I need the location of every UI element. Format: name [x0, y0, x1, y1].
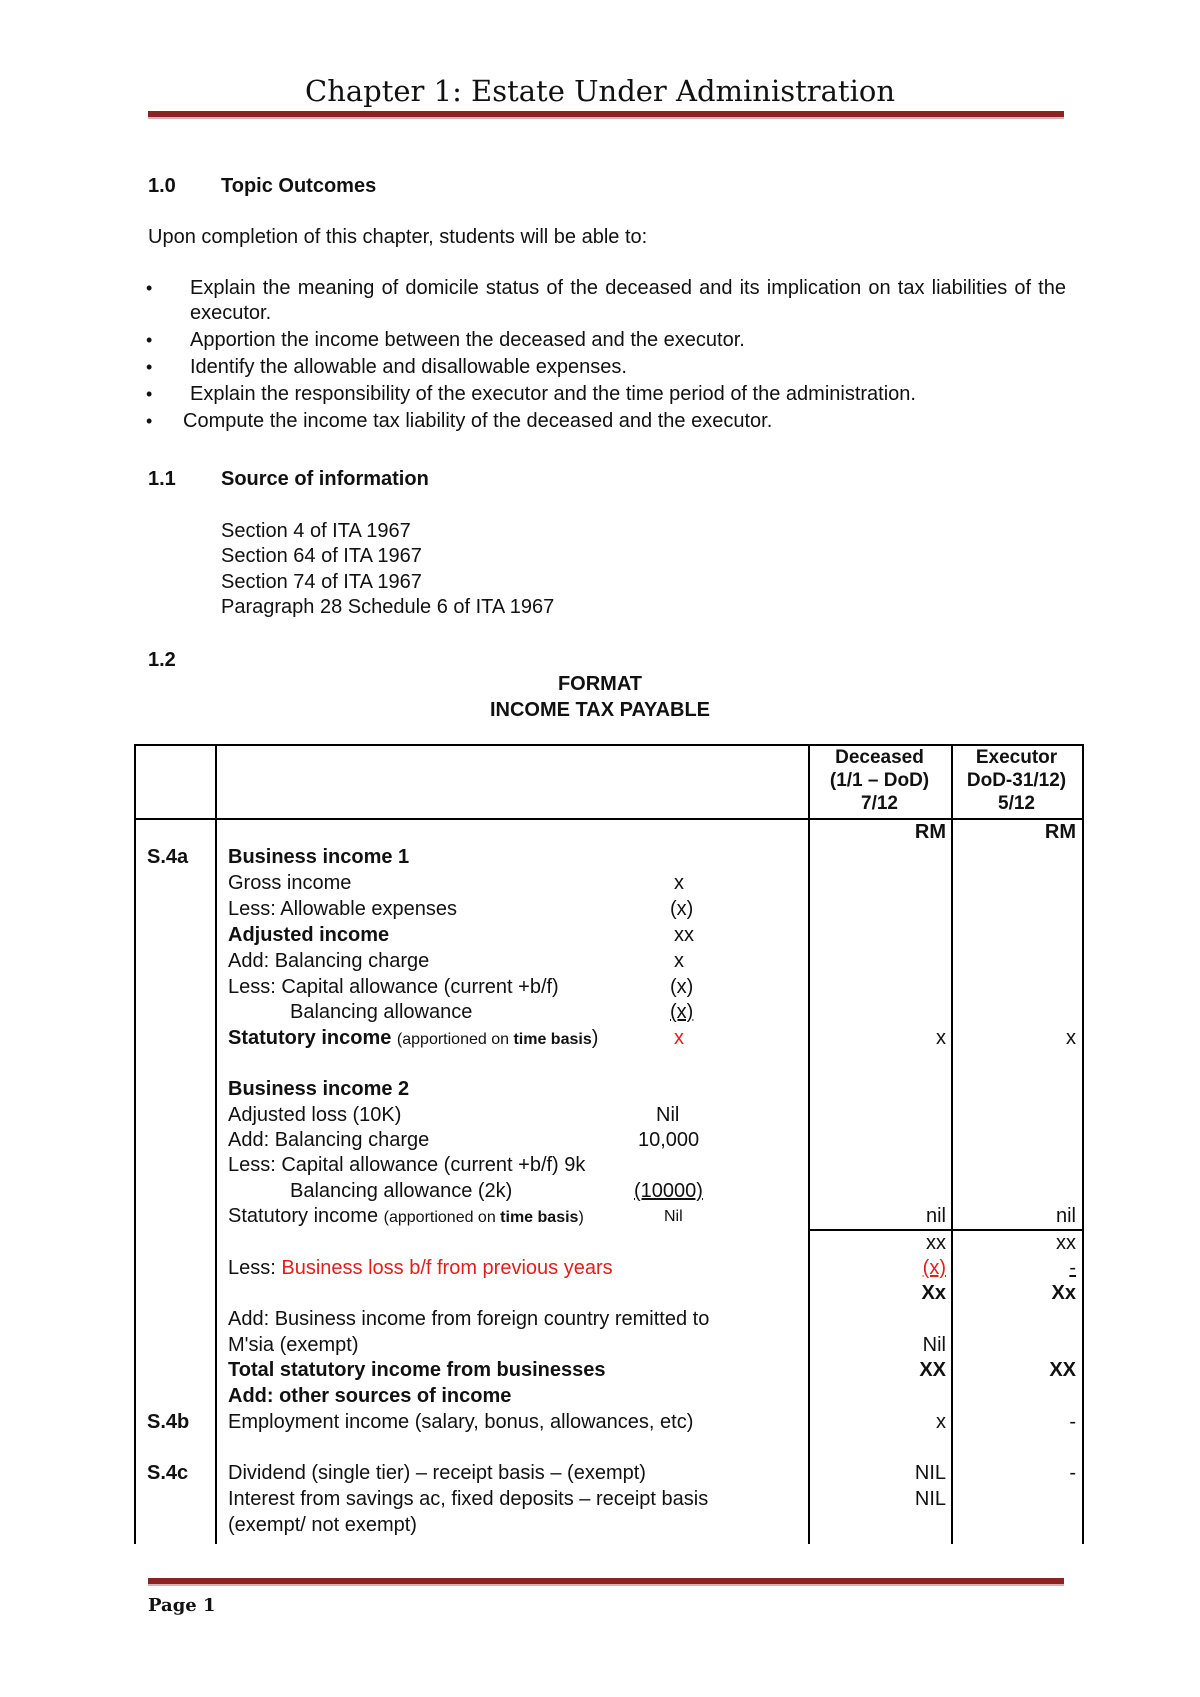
deceased-value: Nil: [922, 1334, 946, 1356]
table-border: [951, 744, 953, 1544]
row-label: M'sia (exempt): [228, 1334, 359, 1356]
loss-row: Less: Business loss b/f from previous years: [228, 1257, 613, 1279]
section-title: Topic Outcomes: [221, 175, 377, 197]
row-label: Employment income (salary, bonus, allowances, etc): [228, 1411, 694, 1433]
row-value: x: [674, 950, 684, 972]
row-value: x: [674, 872, 684, 894]
row-label: Adjusted loss (10K): [228, 1104, 402, 1126]
executor-value: Xx: [1051, 1282, 1076, 1304]
row-value: (10000): [634, 1180, 703, 1202]
section-ref: S.4b: [147, 1411, 190, 1433]
bullet-icon: •: [146, 357, 153, 377]
deceased-value: x: [936, 1027, 946, 1049]
section-number: 1.1: [148, 468, 176, 490]
deceased-value: (x): [922, 1257, 946, 1279]
deceased-value: x: [936, 1411, 946, 1433]
row-value: Nil: [656, 1104, 680, 1126]
row-label: Gross income: [228, 872, 352, 894]
format-title: FORMAT: [557, 673, 643, 695]
outcome-item: Identify the allowable and disallowable expenses.: [190, 356, 627, 378]
outcome-item: Compute the income tax liability of the deceased and the executor.: [183, 410, 773, 432]
section-title: Source of information: [221, 468, 429, 490]
row-label: Interest from savings ac, fixed deposits – receipt basis: [228, 1488, 709, 1510]
row-label: Dividend (single tier) – receipt basis – (exempt): [228, 1462, 646, 1484]
section-number: 1.0: [148, 175, 176, 197]
rm-label: RM: [914, 821, 946, 843]
deceased-value: NIL: [914, 1488, 946, 1510]
row-value: Nil: [664, 1208, 683, 1225]
page-title: Chapter 1: Estate Under Administration: [305, 74, 895, 108]
bullet-icon: •: [146, 330, 153, 350]
deceased-value: XX: [919, 1359, 946, 1381]
row-label: Less: Capital allowance (current +b/f): [228, 976, 559, 998]
rm-label: RM: [1044, 821, 1076, 843]
executor-value: x: [1066, 1027, 1076, 1049]
outcome-item: Explain the responsibility of the executor and the time period of the administration.: [190, 383, 916, 405]
executor-header: Executor DoD-31/12) 5/12: [966, 747, 1067, 814]
row-value: (x): [670, 898, 694, 920]
statutory-income-row: Statutory income (apportioned on time basis): [228, 1205, 584, 1227]
format-subtitle: INCOME TAX PAYABLE: [489, 699, 711, 721]
page-number: Page 1: [148, 1595, 216, 1616]
statutory-income-row: Statutory income (apportioned on time basis): [228, 1027, 599, 1049]
table-border: [1082, 744, 1084, 1544]
row-label: Total statutory income from businesses: [228, 1359, 606, 1381]
outcome-item: Explain the meaning of domicile status of the deceased and its implication on tax liabilities of the executor.: [190, 277, 1066, 324]
bullet-icon: •: [146, 384, 153, 404]
deceased-value: NIL: [914, 1462, 946, 1484]
section-ref: S.4a: [147, 846, 189, 868]
section-ref: S.4c: [147, 1462, 189, 1484]
bullet-icon: •: [146, 411, 153, 431]
table-border: [134, 744, 136, 1544]
deceased-value: Xx: [921, 1282, 946, 1304]
deceased-value: xx: [926, 1232, 946, 1254]
table-border: [215, 744, 217, 1544]
row-label: Adjusted income: [228, 924, 390, 946]
row-value: (x): [670, 976, 694, 998]
section-number: 1.2: [148, 649, 176, 671]
row-value: 10,000: [638, 1129, 700, 1151]
row-label: (exempt/ not exempt): [228, 1514, 417, 1536]
row-heading: Business income 2: [228, 1078, 410, 1100]
deceased-value: nil: [925, 1205, 946, 1227]
executor-value: -: [1069, 1462, 1076, 1484]
row-heading: Business income 1: [228, 846, 410, 868]
row-label: Add: Business income from foreign country remitted to: [228, 1308, 710, 1330]
row-label: Add: Balancing charge: [228, 950, 430, 972]
row-value: xx: [674, 924, 694, 946]
bullet-icon: •: [146, 278, 153, 298]
executor-value: nil: [1055, 1205, 1076, 1227]
row-value: (x): [670, 1001, 694, 1023]
table-border: [808, 744, 810, 1544]
executor-value: XX: [1049, 1359, 1076, 1381]
intro-text: Upon completion of this chapter, students will be able to:: [148, 226, 648, 248]
row-label: Balancing allowance (2k): [290, 1180, 513, 1202]
source-item: Section 4 of ITA 1967: [221, 520, 411, 542]
header-rule: [148, 111, 1064, 119]
row-label: Less: Allowable expenses: [228, 898, 458, 920]
source-item: Section 64 of ITA 1967: [221, 545, 422, 567]
executor-value: xx: [1056, 1232, 1076, 1254]
outcome-item: Apportion the income between the deceased and the executor.: [190, 329, 745, 351]
executor-value: -: [1069, 1411, 1076, 1433]
source-item: Section 74 of ITA 1967: [221, 571, 422, 593]
row-label: Add: Balancing charge: [228, 1129, 430, 1151]
row-label: Less: Capital allowance (current +b/f) 9k: [228, 1154, 586, 1176]
deceased-header: Deceased (1/1 – DoD) 7/12: [829, 747, 930, 814]
row-label: Balancing allowance: [290, 1001, 473, 1023]
row-value: x: [674, 1027, 684, 1049]
row-heading: Add: other sources of income: [228, 1385, 512, 1407]
footer-rule: [148, 1578, 1064, 1586]
executor-value: -: [1069, 1257, 1076, 1279]
source-item: Paragraph 28 Schedule 6 of ITA 1967: [221, 596, 555, 618]
